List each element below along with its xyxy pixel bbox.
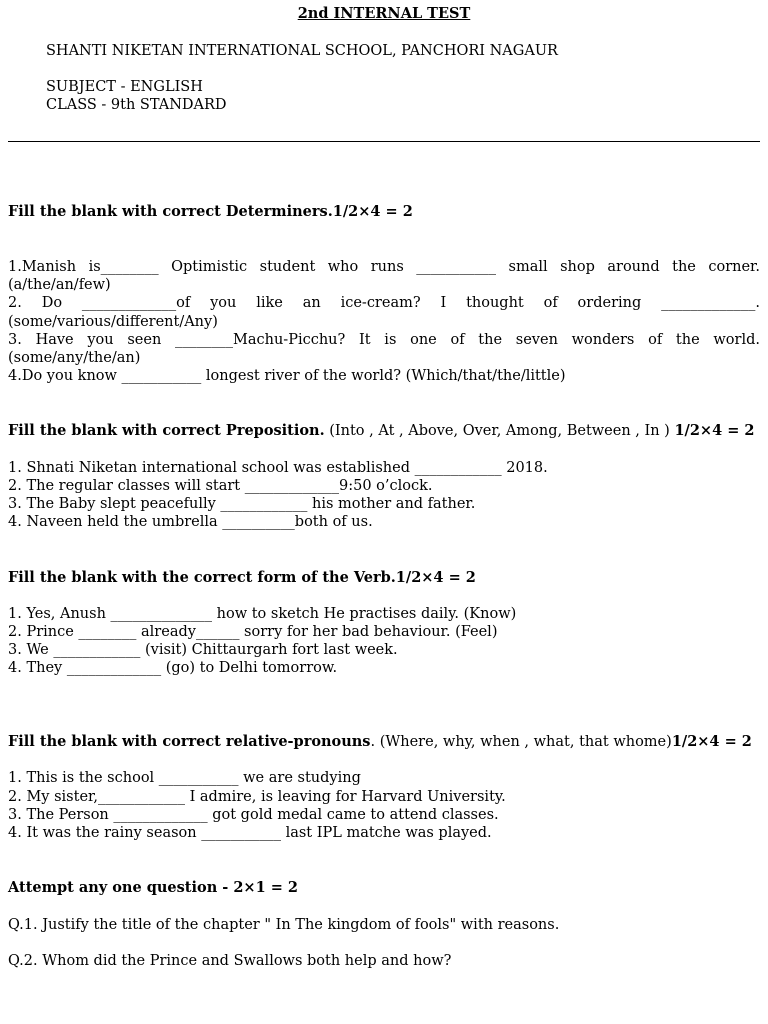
relative-pronouns-question-3: 3. The Person _____________ got gold medal came to attend classes. xyxy=(8,807,499,823)
section-relative-pronouns-heading xyxy=(8,733,760,751)
subject-line: SUBJECT - ENGLISH xyxy=(46,79,203,95)
verb-question-3: 3. We ____________ (visit) Chittaurgarh fort last week. xyxy=(8,642,398,658)
relative-pronouns-heading-options: . (Where, why, when , what, that whome) xyxy=(370,734,672,750)
determiners-question-1: 1.Manish is________ Optimistic student who runs ___________ small shop around the corner. xyxy=(8,259,760,275)
determiners-options-1: (a/the/an/few) xyxy=(8,277,111,293)
preposition-question-1: 1. Shnati Niketan international school was established ____________ 2018. xyxy=(8,460,548,476)
preposition-heading-options: (Into , At , Above, Over, Among, Between , In ) xyxy=(324,423,675,439)
section-preposition-heading xyxy=(8,422,760,440)
relative-pronouns-question-2: 2. My sister,____________ I admire, is leaving for Harvard University. xyxy=(8,789,506,805)
relative-pronouns-heading-marks: 1/2×4 = 2 xyxy=(671,733,752,750)
test-title: 2nd INTERNAL TEST xyxy=(297,5,471,22)
class-line: CLASS - 9th STANDARD xyxy=(46,97,227,113)
preposition-heading-text: Fill the blank with correct Preposition. xyxy=(8,422,325,439)
preposition-question-3: 3. The Baby slept peacefully ____________ his mother and father. xyxy=(8,496,476,512)
section-determiners-heading: Fill the blank with correct Determiners.1/2×4 = 2 xyxy=(8,203,413,220)
school-name: SHANTI NIKETAN INTERNATIONAL SCHOOL, PANCHORI NAGAUR xyxy=(46,43,558,59)
relative-pronouns-question-1: 1. This is the school ___________ we are studying xyxy=(8,770,361,786)
determiners-question-3: 3. Have you seen ________Machu-Picchu? It is one of the seven wonders of the world. xyxy=(8,332,760,348)
relative-pronouns-question-4: 4. It was the rainy season ___________ last IPL matche was played. xyxy=(8,825,492,841)
verb-question-4: 4. They _____________ (go) to Delhi tomorrow. xyxy=(8,660,338,676)
verb-question-1: 1. Yes, Anush ______________ how to sketch He practises daily. (Know) xyxy=(8,606,517,622)
determiners-question-4: 4.Do you know ___________ longest river of the world? (Which/that/the/little) xyxy=(8,368,566,384)
relative-pronouns-heading-text: Fill the blank with correct relative-pronouns xyxy=(8,733,371,750)
long-question-1: Q.1. Justify the title of the chapter " In The kingdom of fools" with reasons. xyxy=(8,917,560,933)
determiners-options-3: (some/any/the/an) xyxy=(8,350,141,366)
determiners-question-2: 2. Do _____________of you like an ice-cream? I thought of ordering _____________. xyxy=(8,295,760,311)
preposition-question-2: 2. The regular classes will start _____________9:50 o’clock. xyxy=(8,478,433,494)
long-question-2: Q.2. Whom did the Prince and Swallows both help and how? xyxy=(8,953,452,969)
header-divider xyxy=(8,141,760,142)
section-attempt-heading: Attempt any one question - 2×1 = 2 xyxy=(8,879,299,896)
preposition-heading-marks: 1/2×4 = 2 xyxy=(674,422,755,439)
determiners-options-2: (some/various/different/Any) xyxy=(8,314,218,330)
section-verb-heading: Fill the blank with the correct form of the Verb.1/2×4 = 2 xyxy=(8,569,476,586)
preposition-question-4: 4. Naveen held the umbrella __________both of us. xyxy=(8,514,373,530)
verb-question-2: 2. Prince ________ already______ sorry for her bad behaviour. (Feel) xyxy=(8,624,498,640)
